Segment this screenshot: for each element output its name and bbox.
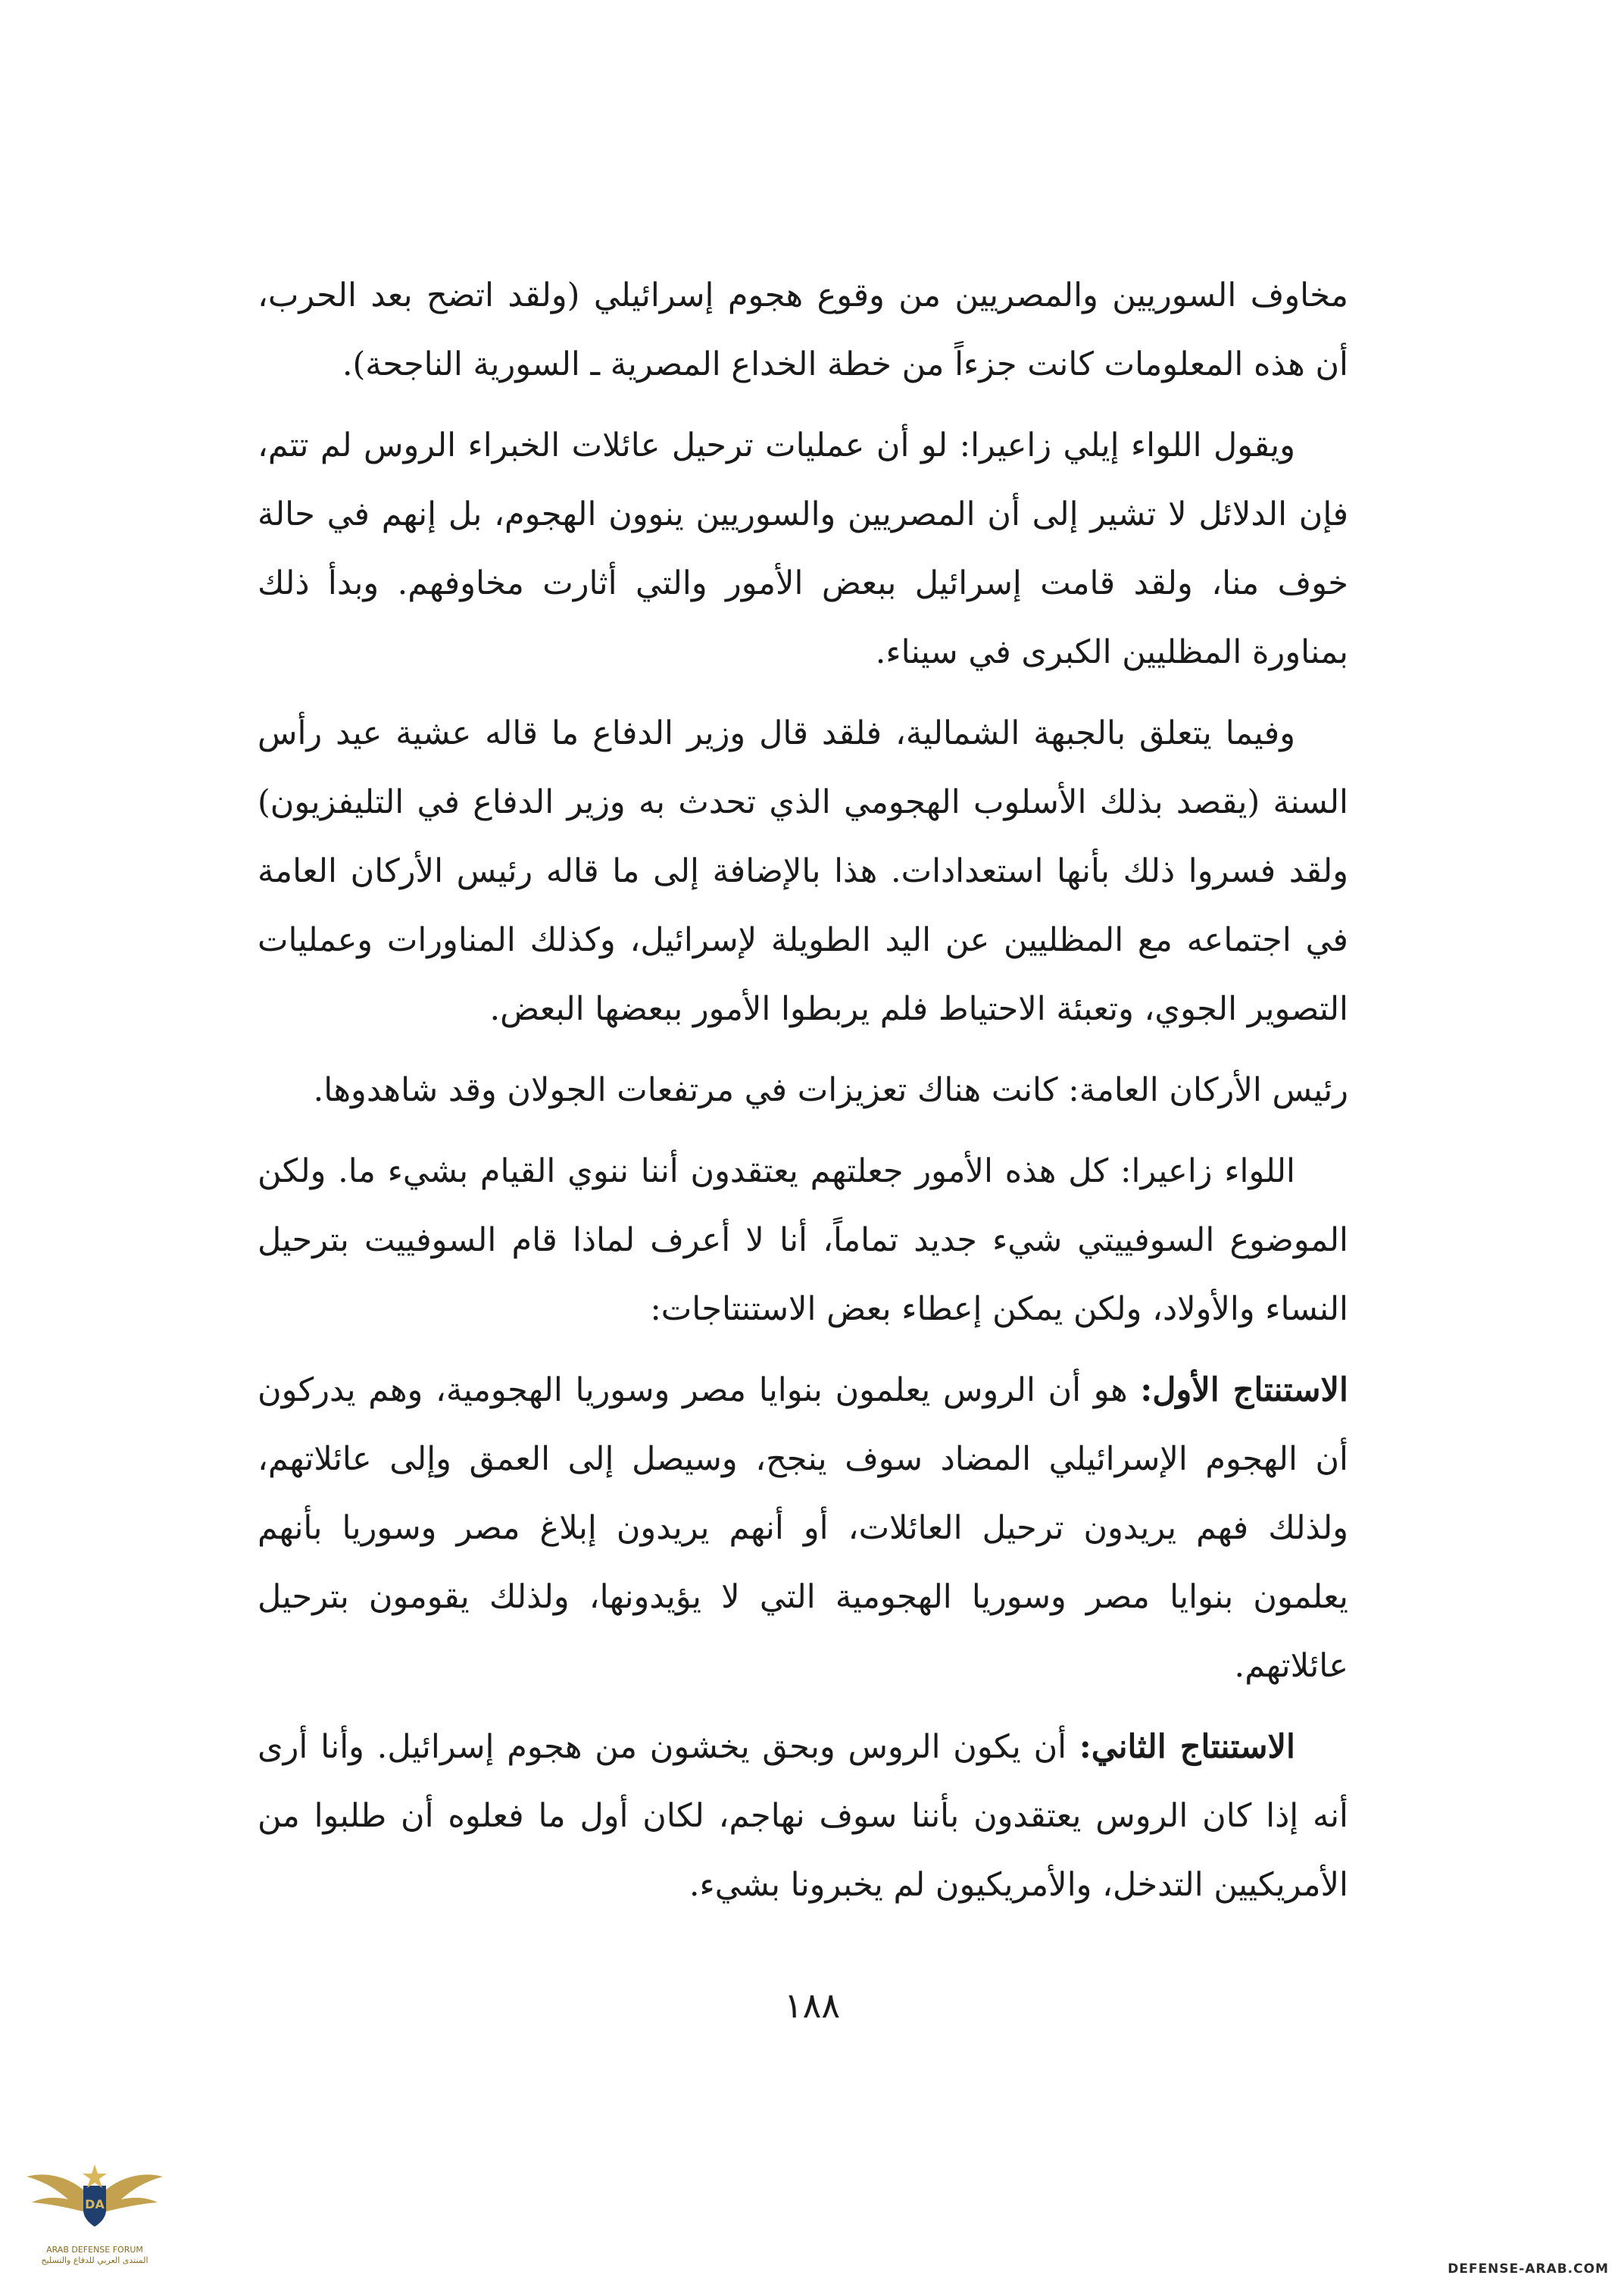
- paragraph-1: [258, 261, 1348, 399]
- paragraph-7: [258, 1713, 1348, 1920]
- site-watermark[interactable]: DEFENSE-ARAB.COM: [1448, 2261, 1609, 2277]
- winged-emblem-icon: [23, 2148, 167, 2246]
- paragraph-3: [258, 699, 1348, 1044]
- forum-logo: [23, 2148, 167, 2280]
- logo-text-english: ARAB DEFENSE FORUM: [46, 2245, 143, 2255]
- paragraph-2: [258, 411, 1348, 687]
- paragraph-7-lead: الاستنتاج الثاني:: [1079, 1728, 1296, 1766]
- paragraph-5: [258, 1137, 1348, 1344]
- paragraph-7-text: أن يكون الروس وبحق يخشون من هجوم إسرائيل. وأنا أرى أنه إذا كان الروس يعتقدون بأننا سوف نهاجم، لكان أول ما فعلوه أن طلبوا من الأمريكيين التدخل، والأمريكيون لم يخبرونا بشيء.: [258, 1728, 1348, 1904]
- paragraph-3-text: وفيما يتعلق بالجبهة الشمالية، فلقد قال وزير الدفاع ما قاله عشية عيد رأس السنة (يقصد بذلك الأسلوب الهجومي الذي تحدث به وزير الدفاع في التليفزيون) ولقد فسروا ذلك بأنها استعدادات. هذا بالإضافة إلى ما قاله رئيس الأركان العامة في اجتماعه مع المظليين عن اليد الطويلة لإسرائيل، وكذلك المناورات وعمليات التصوير الجوي، وتعبئة الاحتياط فلم يربطوا الأمور ببعضها البعض.: [258, 714, 1348, 1028]
- paragraph-6-lead: الاستنتاج الأول:: [1140, 1371, 1348, 1409]
- paragraph-4: [258, 1056, 1348, 1125]
- page-number: ١٨٨: [783, 1985, 841, 2026]
- body-text: [258, 261, 1348, 1932]
- svg-text:DA: DA: [85, 2197, 105, 2211]
- paragraph-4-text: رئيس الأركان العامة: كانت هناك تعزيزات في مرتفعات الجولان وقد شاهدوها.: [313, 1071, 1348, 1109]
- paragraph-5-text: اللواء زاعيرا: كل هذه الأمور جعلتهم يعتقدون أننا ننوي القيام بشيء ما. ولكن الموضوع السوفييتي شيء جديد تماماً، أنا لا أعرف لماذا قام السوفييت بترحيل النساء والأولاد، ولكن يمكن إعطاء بعض الاستنتاجات:: [258, 1152, 1348, 1328]
- paragraph-1-text: مخاوف السوريين والمصريين من وقوع هجوم إسرائيلي (ولقد اتضح بعد الحرب، أن هذه المعلومات كانت جزءاً من خطة الخداع المصرية ـ السورية الناجحة).: [258, 277, 1348, 383]
- paragraph-6-text: هو أن الروس يعلمون بنوايا مصر وسوريا الهجومية، وهم يدركون أن الهجوم الإسرائيلي المضاد سوف ينجح، وسيصل إلى العمق وإلى عائلاتهم، ولذلك فهم يريدون ترحيل العائلات، أو أنهم يريدون إبلاغ مصر وسوريا بأنهم يعلمون بنوايا مصر وسوريا الهجومية التي لا يؤيدونها، ولذلك يقومون بترحيل عائلاتهم.: [258, 1371, 1348, 1685]
- paragraph-2-text: ويقول اللواء إيلي زاعيرا: لو أن عمليات ترحيل عائلات الخبراء الروس لم تتم، فإن الدلائل لا تشير إلى أن المصريين والسوريين ينوون الهجوم، بل إنهم في حالة خوف منا، ولقد قامت إسرائيل ببعض الأمور والتي أثارت مخاوفهم. وبدأ ذلك بمناورة المظليين الكبرى في سيناء.: [258, 427, 1348, 671]
- paragraph-6: [258, 1356, 1348, 1701]
- logo-text-arabic: المنتدى العربي للدفاع والتسليح: [41, 2255, 148, 2265]
